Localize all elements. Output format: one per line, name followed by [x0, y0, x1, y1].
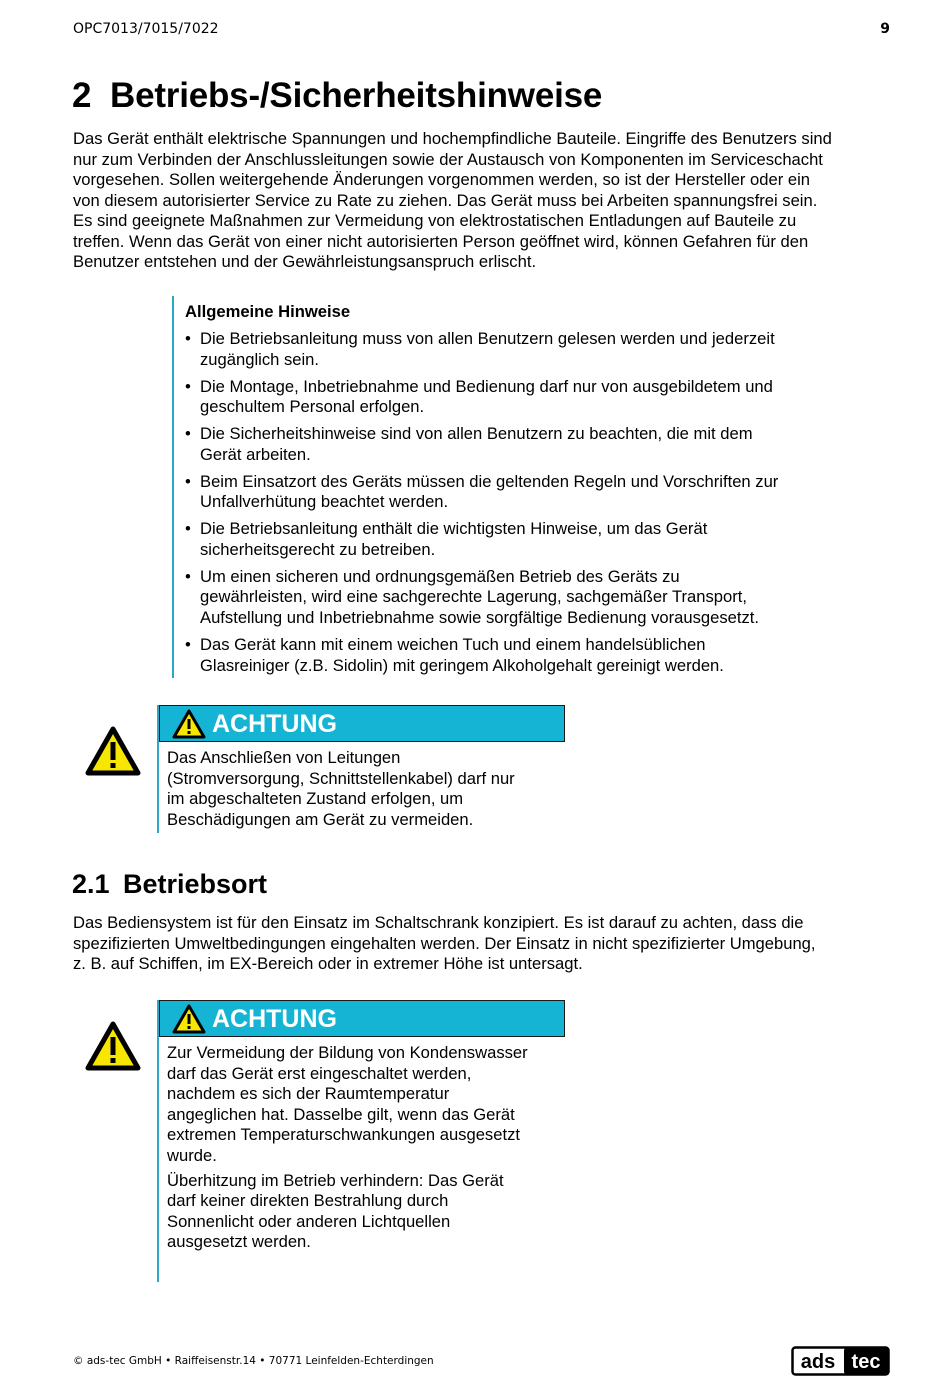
intro-line: Das Gerät enthält elektrische Spannungen und hochempfindliche Bauteile. Eingriffe des Benutzers sind	[73, 129, 832, 148]
warning-line: ausgesetzt werden.	[167, 1232, 311, 1251]
section-heading	[72, 76, 602, 116]
list-item-line: Die Betriebsanleitung enthält die wichtigsten Hinweise, um das Gerät	[200, 519, 708, 539]
warning-box	[157, 1000, 565, 1282]
intro-line: vorgesehen. Sollen weitergehende Änderungen vorgenommen werden, so ist der Hersteller oder ein	[73, 170, 811, 189]
warning-header	[159, 1000, 565, 1037]
warning-paragraph	[167, 1043, 557, 1166]
warning-icon	[172, 1004, 206, 1034]
subsection-line: spezifizierten Umweltbedingungen eingehalten werden. Der Einsatz in nicht spezifizierter Umgebung,	[73, 933, 816, 953]
warning-line: Zur Vermeidung der Bildung von Kondenswasser	[167, 1043, 528, 1062]
warning-title: ACHTUNG	[212, 1004, 337, 1033]
list-item-line: Die Betriebsanleitung muss von allen Benutzern gelesen werden und jederzeit	[200, 329, 775, 348]
list-item-line: Glasreiniger (z.B. Sidolin) mit geringem Alkoholgehalt gereinigt werden.	[200, 655, 724, 675]
intro-line: Es sind geeignete Maßnahmen zur Vermeidung von elektrostatischen Entladungen auf Bauteile zu	[73, 211, 797, 230]
subsection-number: 2.1	[72, 869, 110, 899]
general-notes-title: Allgemeine Hinweise	[185, 302, 351, 321]
subsection-heading	[72, 869, 267, 900]
general-notes-box	[172, 296, 832, 678]
logo-left-text: ads	[800, 1351, 836, 1373]
bullet: •	[185, 376, 191, 396]
list-item-line: geschultem Personal erfolgen.	[200, 397, 425, 417]
section-number: 2	[72, 76, 92, 115]
warning-line: nachdem es sich der Raumtemperatur	[167, 1084, 450, 1103]
subsection-line: Das Bediensystem ist für den Einsatz im Schaltschrank konzipiert. Es ist darauf zu achten, dass die	[73, 913, 804, 932]
list-item	[185, 567, 835, 629]
warning-line: Überhitzung im Betrieb verhindern: Das Gerät	[167, 1170, 504, 1190]
intro-paragraph	[73, 129, 903, 273]
list-item-line: Beim Einsatzort des Geräts müssen die geltenden Regeln und Vorschriften zur	[200, 471, 779, 491]
list-item	[185, 329, 835, 370]
bullet: •	[185, 635, 191, 655]
list-item-line: Unfallverhütung beachtet werden.	[200, 492, 449, 512]
warning-header	[159, 705, 565, 742]
list-item-line: Aufstellung und Inbetriebnahme sowie sorgfältige Bedienung vorausgesetzt.	[200, 607, 760, 627]
list-item-line: gewährleisten, wird eine sachgerechte Lagerung, sachgemäßer Transport,	[200, 587, 747, 607]
list-item-line: Das Gerät kann mit einem weichen Tuch und einem handelsüblichen	[200, 635, 706, 655]
intro-line: von diesem autorisierter Service zu Rate zu ziehen. Das Gerät muss bei Arbeiten spannungsfrei sein.	[73, 190, 818, 210]
section-title: Betriebs-/Sicherheitshinweise	[110, 76, 603, 115]
bullet: •	[185, 519, 191, 539]
subsection-line: z. B. auf Schiffen, im EX-Bereich oder in extremer Höhe ist untersagt.	[73, 954, 583, 973]
list-item	[185, 377, 835, 418]
warning-line: Sonnenlicht oder anderen Lichtquellen	[167, 1211, 451, 1231]
warning-line: angeglichen hat. Dasselbe gilt, wenn das Gerät	[167, 1104, 515, 1124]
intro-line: Benutzer entstehen und der Gewährleistungsanspruch erlischt.	[73, 252, 537, 271]
warning-line: im abgeschalteten Zustand erfolgen, um	[167, 789, 464, 808]
document-id: OPC7013/7015/7022	[73, 21, 219, 37]
intro-line: treffen. Wenn das Gerät von einer nicht autorisierten Person geöffnet wird, können Gefahren für den	[73, 231, 809, 251]
intro-line: nur zum Verbinden der Anschlussleitungen sowie der Austausch von Komponenten im Serviceschacht	[73, 149, 823, 169]
subsection-paragraph	[73, 913, 903, 975]
list-item-line: Gerät arbeiten.	[200, 444, 311, 464]
subsection-title: Betriebsort	[123, 869, 268, 899]
list-item	[185, 424, 835, 465]
page-number: 9	[880, 21, 890, 37]
bullet: •	[185, 471, 191, 491]
warning-text	[159, 1037, 565, 1253]
bullet: •	[185, 424, 191, 444]
warning-text	[159, 742, 565, 830]
ads-tec-logo	[791, 1346, 890, 1376]
list-item	[185, 472, 835, 513]
warning-line: extremen Temperaturschwankungen ausgesetzt	[167, 1125, 520, 1144]
list-item	[185, 519, 835, 560]
footer-address: © ads-tec GmbH • Raiffeisenstr.14 • 70771 Leinfelden-Echterdingen	[73, 1355, 434, 1367]
warning-triangle-icon	[85, 1021, 141, 1071]
list-item-line: Um einen sicheren und ordnungsgemäßen Betrieb des Geräts zu	[200, 566, 680, 586]
list-item-line: sicherheitsgerecht zu betreiben.	[200, 539, 436, 559]
logo-right-text: tec	[851, 1351, 881, 1373]
warning-line: Das Anschließen von Leitungen	[167, 748, 401, 767]
warning-title: ACHTUNG	[212, 709, 337, 738]
warning-triangle-icon	[85, 726, 141, 776]
list-item-line: zugänglich sein.	[200, 349, 320, 369]
general-notes-list	[185, 329, 832, 676]
list-item-line: Die Montage, Inbetriebnahme und Bedienung darf nur von ausgebildetem und	[200, 376, 773, 396]
warning-paragraph	[167, 1171, 557, 1253]
warning-line: wurde.	[167, 1145, 217, 1165]
warning-line: darf keiner direkten Bestrahlung durch	[167, 1191, 449, 1210]
list-item-line: Die Sicherheitshinweise sind von allen Benutzern zu beachten, die mit dem	[200, 424, 753, 444]
warning-line: Beschädigungen am Gerät zu vermeiden.	[167, 809, 474, 829]
warning-line: darf das Gerät erst eingeschaltet werden,	[167, 1063, 472, 1083]
bullet: •	[185, 566, 191, 586]
list-item	[185, 635, 835, 676]
warning-line: (Stromversorgung, Schnittstellenkabel) darf nur	[167, 768, 515, 788]
bullet: •	[185, 329, 191, 348]
warning-icon	[172, 709, 206, 739]
warning-box	[157, 705, 565, 833]
